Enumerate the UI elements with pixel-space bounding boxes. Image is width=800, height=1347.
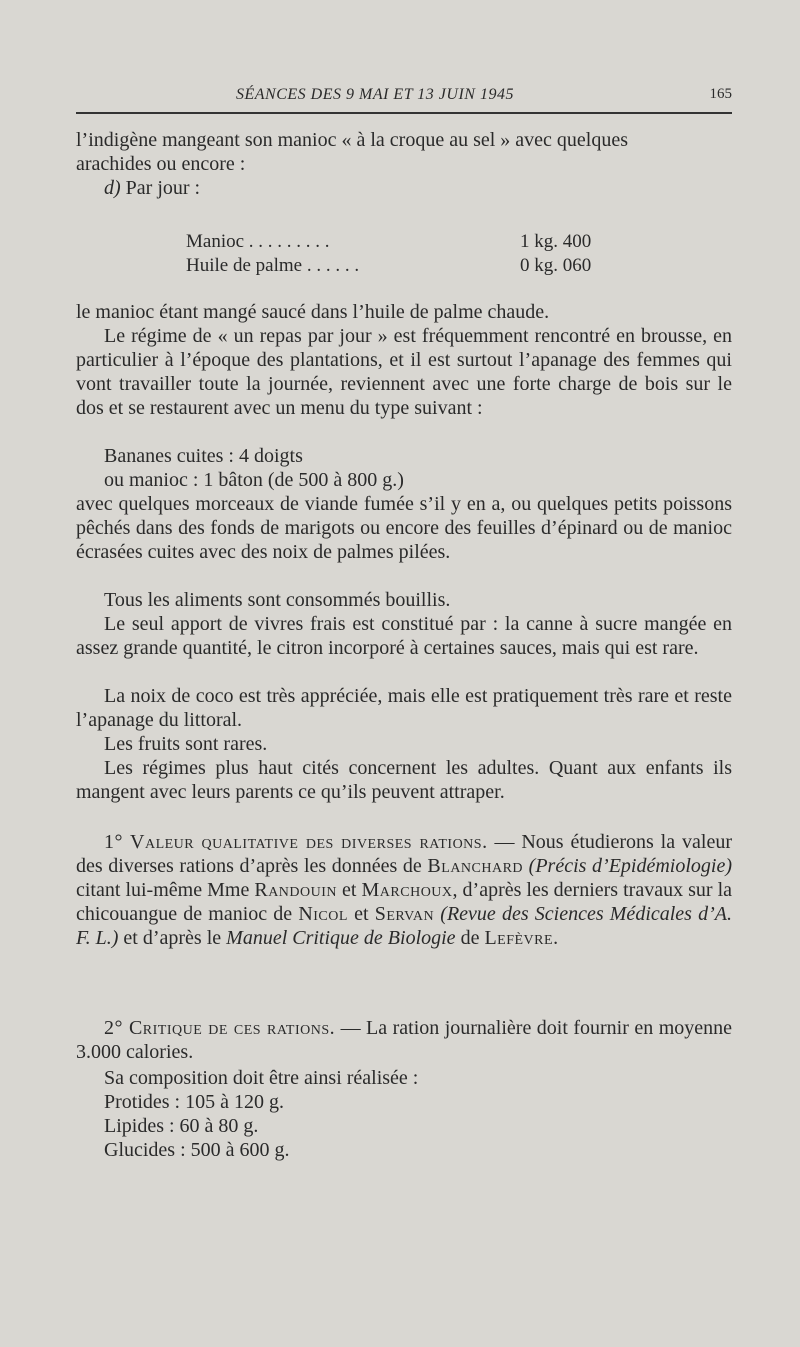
section-1-heading: 1° Valeur qualitative des diverses rations. [104,831,488,853]
composition-intro: Sa composition doit être ainsi réalisée : [104,1067,419,1089]
ration-qty: 1 kg. 400 [520,231,592,252]
running-title: SÉANCES DES 9 MAI ET 13 JUIN 1945 [236,86,514,103]
composition-line: Lipides : 60 à 80 g. [104,1115,259,1137]
text-run: citant lui-même Mme [76,879,255,901]
text-run: . [553,927,559,949]
section-1 [76,830,732,950]
paragraph: Le régime de « un repas par jour » est fréquemment rencontré en brousse, en particulier à l’époque des plantations, et il est surtout l’apanage des femmes qui vont travailler toute la journée, reviennent avec une forte charge de bois sur le dos et se restaurent avec un menu du type suivant : [76,325,732,419]
page-number: 165 [709,86,732,102]
author-name: Nicol [298,903,348,925]
intro-line-1: l’indigène mangeant son manioc « à la croque au sel » avec quelques [76,129,629,151]
text-run: de [455,927,485,949]
text-run: — La ration journalière doit fournir en moyenne 3.000 calories. [76,1017,733,1063]
text-run: — Nous étudierons la valeur des diverses rations d’après les données de [76,831,732,877]
text-run: et d’après le [118,927,227,949]
intro-d-line [76,176,732,200]
header-rule [76,112,732,114]
work-title: Manuel Critique de Biologie [226,927,456,949]
menu-line: ou manioc : 1 bâton (de 500 à 800 g.) [104,469,404,491]
d-text: Par jour : [120,177,201,199]
section-2-heading: 2° Critique de ces rations. [104,1017,336,1039]
ration-item: Manioc . . . . . . . . . [186,231,330,252]
paragraph: La noix de coco est très appréciée, mais elle est pratiquement très rare et reste l’apanage du littoral. [76,685,732,731]
composition-line: Glucides : 500 à 600 g. [104,1139,290,1161]
ration-item: Huile de palme . . . . . . [186,255,360,276]
paragraph: avec quelques morceaux de viande fumée s’il y en a, ou quelques petits poissons pêchés dans des fonds de marigots ou encore des feuilles d’épinard ou de manioc écrasées cuites avec des noix de palmes pilées. [76,493,732,563]
work-title: (Revue des Sciences Médicales d’A. F. L.) [76,903,733,949]
paragraph: Le seul apport de vivres frais est constitué par : la canne à sucre mangée en assez grande quantité, le citron incorporé à certaines sauces, mais qui est rare. [76,613,732,659]
text-run: et [347,903,375,925]
author-name: Lefèvre [484,927,554,949]
text-run: , d’après les derniers travaux sur la chicouangue de manioc de [76,879,733,925]
menu-line: Bananes cuites : 4 doigts [104,445,303,467]
author-name: Marchoux [361,879,453,901]
author-name: Randouin [254,879,338,901]
section-2 [76,1016,732,1064]
paragraph: Les fruits sont rares. [104,733,268,755]
intro-line-2: arachides ou encore : [76,153,246,175]
work-title: (Précis d’Epidémiologie) [523,855,732,877]
text-run: et [337,879,362,901]
d-label: d) [104,177,121,199]
paragraph: Les régimes plus haut cités concernent les adultes. Quant aux enfants ils mangent avec leurs parents ce qu’ils peuvent attraper. [76,757,732,803]
composition-line: Protides : 105 à 120 g. [104,1091,284,1113]
author-name: Blanchard [427,855,524,877]
paragraph: le manioc étant mangé saucé dans l’huile de palme chaude. [76,301,550,323]
paragraph: Tous les aliments sont consommés bouillis. [104,589,451,611]
ration-qty: 0 kg. 060 [520,255,592,276]
page-header [76,86,732,110]
author-name: Servan [374,903,435,925]
